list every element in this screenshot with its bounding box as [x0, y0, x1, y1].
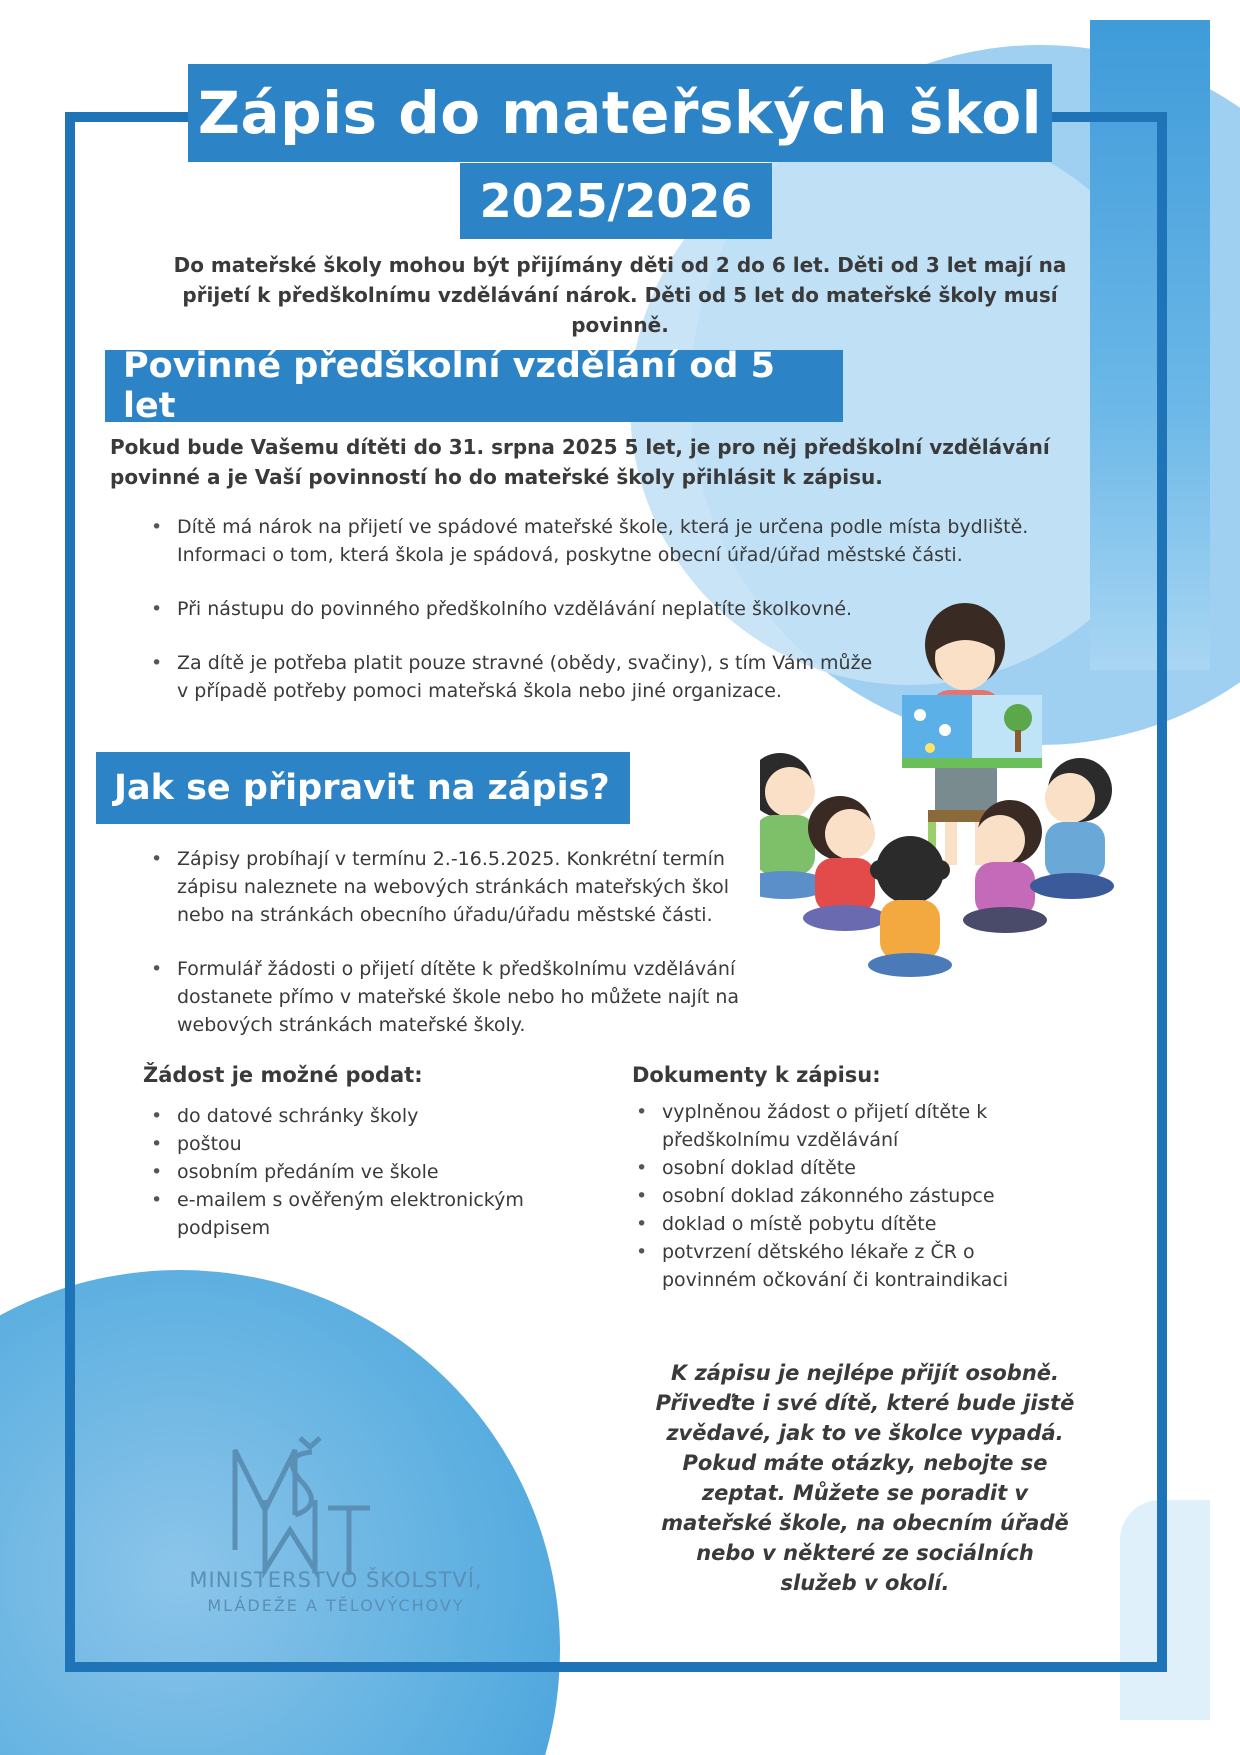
list-item: • Zápisy probíhají v termínu 2.-16.5.2025. Konkrétní termín zápisu naleznete na webových stránkách mateřských škol nebo na stránkách obecního úřadu/úřadu městské části. — [145, 845, 757, 929]
section2-heading-banner — [96, 752, 630, 824]
closing-note: K zápisu je nejlépe přijít osobně. Přiveďte i své dítě, které bude jistě zvědavé, jak to ve školce vypadá. Pokud máte otázky, nebojte se zeptat. Můžete se poradit v mateřské škole, na obecním úřadě nebo v některé ze sociálních služeb v okolí. — [655, 1361, 1075, 1595]
list-item: • poštou — [145, 1130, 605, 1158]
picture-book — [902, 695, 1042, 768]
title-banner — [188, 64, 1052, 162]
list-item: • Dítě má nárok na přijetí ve spádové mateřské škole, která je určena podle místa bydliště. Informaci o tom, která škola je spádová, poskytne obecní úřad/úřad městské části. — [145, 513, 1065, 569]
intro-text: Do mateřské školy mohou být přijímány děti od 2 do 6 let. Děti od 3 let mají na přijetí k předškolnímu vzdělávání nárok. Děti od 5 let do mateřské školy musí povinně. — [173, 253, 1067, 337]
list-item: • Při nástupu do povinného předškolního vzdělávání neplatíte školkovné. — [145, 595, 1065, 623]
section2-heading: Jak se připravit na zápis? — [114, 768, 610, 808]
section1-heading-banner — [105, 346, 843, 426]
page-title: Zápis do mateřských škol — [197, 79, 1043, 147]
section1-heading: Povinné předškolní vzdělání od 5 let — [123, 346, 776, 426]
list-item: • Formulář žádosti o přijetí dítěte k předškolnímu vzdělávání dostanete přímo v mateřské škole nebo ho můžete najít na webových stránkách mateřské školy. — [145, 955, 777, 1039]
section2-bullet-list — [145, 845, 785, 1065]
submit-options-list — [145, 1102, 605, 1242]
list-item: • osobní doklad dítěte — [630, 1154, 1050, 1182]
section1-lead: Pokud bude Vašemu dítěti do 31. srpna 2025 5 let, je pro něj předškolní vzdělávání povinné a je Vaší povinností ho do mateřské školy přihlásit k zápisu. — [110, 435, 1050, 489]
msmt-logo-mark — [235, 1438, 370, 1575]
teacher-reading-children-illustration — [760, 600, 1180, 1000]
list-item: • potvrzení dětského lékaře z ČR o povinném očkování či kontraindikaci — [630, 1238, 1042, 1294]
ministry-name-line1: MINISTERSTVO ŠKOLSTVÍ, — [189, 1568, 483, 1592]
list-item: • e-mailem s ověřeným elektronickým podpisem — [145, 1186, 557, 1242]
documents-heading: Dokumenty k zápisu: — [632, 1063, 881, 1087]
child-5 — [1030, 758, 1114, 899]
list-item: • Za dítě je potřeba platit pouze stravné (obědy, svačiny), s tím Vám může v případě potřeby pomoci mateřská škola nebo jiné organizace. — [145, 649, 877, 705]
documents-list — [630, 1098, 1050, 1294]
year-banner — [460, 163, 772, 239]
submit-heading: Žádost je možné podat: — [143, 1063, 423, 1087]
ministry-name-line2: MLÁDEŽE A TĚLOVÝCHOVY — [207, 1596, 465, 1615]
list-item: • vyplněnou žádost o přijetí dítěte k předškolnímu vzdělávání — [630, 1098, 1002, 1154]
school-year: 2025/2026 — [479, 174, 753, 228]
list-item: • do datové schránky školy — [145, 1102, 605, 1130]
list-item: • doklad o místě pobytu dítěte — [630, 1210, 1050, 1238]
list-item: • osobní doklad zákonného zástupce — [630, 1182, 1050, 1210]
list-item: • osobním předáním ve škole — [145, 1158, 605, 1186]
child-3 — [868, 836, 952, 977]
